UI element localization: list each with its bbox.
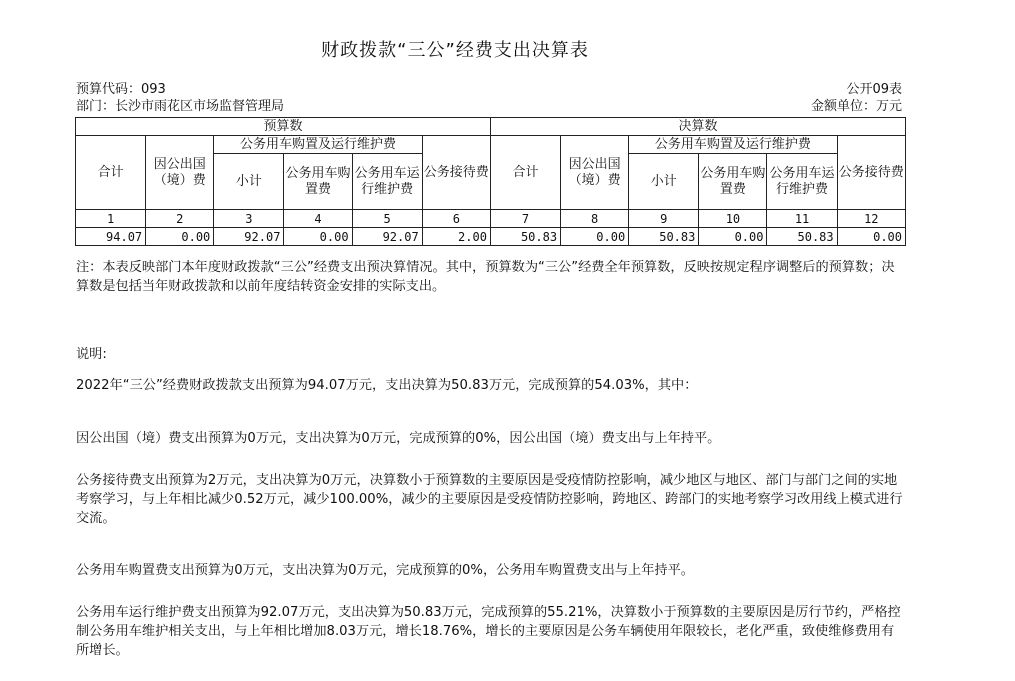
index-row	[76, 210, 906, 228]
header-vehicle-maintenance: 公务用车运行维护费	[767, 154, 837, 210]
explanation-paragraph: 因公出国（境）费支出预算为0万元，支出决算为0万元，完成预算的0%，因公出国（境）费支出与上年持平。	[76, 431, 721, 446]
index-cell: 7	[490, 210, 560, 228]
explanation-heading: 说明:	[76, 347, 107, 362]
header-subtotal: 小计	[214, 154, 284, 210]
vehicle-group-header: 公务用车购置及运行维护费	[629, 136, 837, 154]
vehicle-group-header: 公务用车购置及运行维护费	[214, 136, 422, 154]
header-vehicle-purchase: 公务用车购置费	[699, 154, 767, 210]
header-vehicle-maintenance: 公务用车运行维护费	[352, 154, 422, 210]
header-reception: 公务接待费	[837, 136, 905, 210]
value-cell: 2.00	[422, 228, 490, 246]
department: 部门：长沙市雨花区市场监督管理局	[76, 99, 285, 114]
index-cell: 3	[214, 210, 284, 228]
final-group-header: 决算数	[490, 118, 905, 136]
header-overseas: 因公出国（境）费	[146, 136, 214, 210]
header-subtotal: 小计	[629, 154, 699, 210]
group-header-row	[76, 118, 906, 136]
budget-group-header: 预算数	[76, 118, 491, 136]
index-cell: 11	[767, 210, 837, 228]
value-cell: 94.07	[76, 228, 146, 246]
value-cell: 0.00	[837, 228, 905, 246]
value-cell: 92.07	[352, 228, 422, 246]
explanation-paragraph: 公务用车运行维护费支出预算为92.07万元，支出决算为50.83万元，完成预算的55.21%，决算数小于预算数的主要原因是厉行节约，严格控制公务用车维护相关支出，与上年相比增加8.03万元，增长18.76%，增长的主要原因是公务车辆使用年限较长，老化严重，致使维修费用有所增长。	[76, 605, 901, 658]
value-cell: 50.83	[490, 228, 560, 246]
index-cell: 9	[629, 210, 699, 228]
explanation-paragraph: 公务用车购置费支出预算为0万元，支出决算为0万元，完成预算的0%，公务用车购置费支出与上年持平。	[76, 563, 694, 578]
page-title: 财政拨款“三公”经费支出决算表	[321, 40, 589, 61]
subgroup-header-row	[76, 136, 906, 154]
index-cell: 8	[561, 210, 629, 228]
value-cell: 50.83	[629, 228, 699, 246]
value-cell: 0.00	[146, 228, 214, 246]
expense-table	[75, 117, 906, 246]
value-cell: 92.07	[214, 228, 284, 246]
index-cell: 2	[146, 210, 214, 228]
header-vehicle-purchase: 公务用车购置费	[284, 154, 352, 210]
amount-unit: 金额单位：万元	[810, 99, 902, 114]
header-overseas: 因公出国（境）费	[561, 136, 629, 210]
index-cell: 12	[837, 210, 905, 228]
value-cell: 50.83	[767, 228, 837, 246]
table-note: 注：本表反映部门本年度财政拨款“三公”经费支出预决算情况。其中，预算数为“三公”经费全年预算数，反映按规定程序调整后的预算数；决算数是包括当年财政拨款和以前年度结转资金安排的实际支出。	[76, 260, 895, 294]
index-cell: 10	[699, 210, 767, 228]
index-cell: 4	[284, 210, 352, 228]
value-cell: 0.00	[561, 228, 629, 246]
index-cell: 5	[352, 210, 422, 228]
value-cell: 0.00	[284, 228, 352, 246]
table-id: 公开09表	[846, 82, 902, 97]
header-reception: 公务接待费	[422, 136, 490, 210]
header-total: 合计	[76, 136, 146, 210]
explanation-paragraph: 2022年“三公”经费财政拨款支出预算为94.07万元，支出决算为50.83万元，完成预算的54.03%，其中：	[76, 378, 698, 393]
header-total: 合计	[490, 136, 560, 210]
value-row	[76, 228, 906, 246]
index-cell: 1	[76, 210, 146, 228]
budget-code: 预算代码：093	[76, 82, 166, 97]
explanation-paragraph: 公务接待费支出预算为2万元，支出决算为0万元，决算数小于预算数的主要原因是受疫情防控影响，减少地区与地区、部门与部门之间的实地考察学习，与上年相比减少0.52万元，减少100.00%，减少的主要原因是受疫情防控影响，跨地区、跨部门的实地考察学习改用线上模式进行交流。	[76, 473, 903, 526]
value-cell: 0.00	[699, 228, 767, 246]
index-cell: 6	[422, 210, 490, 228]
